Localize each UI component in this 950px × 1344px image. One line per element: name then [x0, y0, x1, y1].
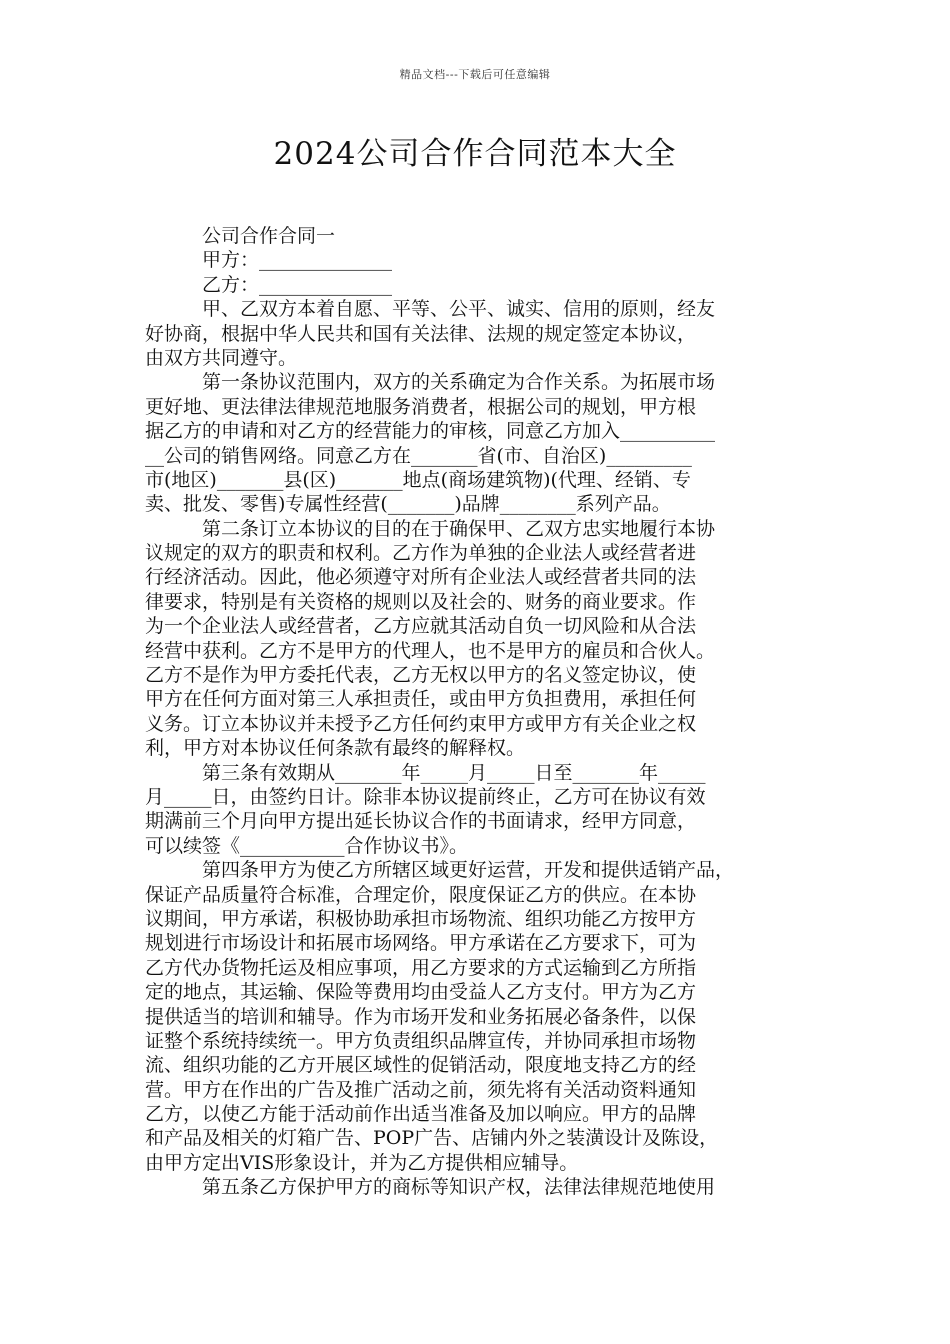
- text-line: 证整个系统持续统一。甲方负责组织品牌宣传，并协同承担市场物: [145, 1029, 697, 1052]
- party-b-line: 乙方：______________: [202, 273, 393, 296]
- text-line: 第三条有效期从_______年_____月_____日至_______年_____: [202, 761, 706, 784]
- text-line: 由甲方定出VIS形象设计，并为乙方提供相应辅导。: [145, 1151, 579, 1174]
- text-line: 为一个企业法人或经营者，乙方应就其活动自负一切风险和从合法: [145, 615, 697, 638]
- text-line: 流、组织功能的乙方开展区域性的促销活动，限度地支持乙方的经: [145, 1054, 697, 1077]
- text-line: 提供适当的培训和辅导。作为市场开发和业务拓展必备条件，以保: [145, 1005, 697, 1028]
- text-line: 据乙方的申请和对乙方的经营能力的审核，同意乙方加入__________: [145, 420, 716, 443]
- text-line: 议期间，甲方承诺，积极协助承担市场物流、组织功能乙方按甲方: [145, 907, 697, 930]
- text-line: 经营中获利。乙方不是甲方的代理人，也不是甲方的雇员和合伙人。: [145, 639, 716, 662]
- text-line: 义务。订立本协议并未授予乙方任何约束甲方或甲方有关企业之权: [145, 712, 697, 735]
- text-line: 由双方共同遵守。: [145, 346, 298, 369]
- text-line: 更好地、更法律法律规范地服务消费者，根据公司的规划，甲方根: [145, 395, 697, 418]
- text-line: 乙方，以使乙方能于活动前作出适当准备及加以响应。甲方的品牌: [145, 1103, 697, 1126]
- page-header-note: 精品文档---下载后可任意编辑: [399, 68, 551, 81]
- text-line: 营。甲方在作出的广告及推广活动之前，须先将有关活动资料通知: [145, 1078, 697, 1101]
- text-line: 期满前三个月向甲方提出延长协议合作的书面请求，经甲方同意，: [145, 810, 697, 833]
- text-line: 可以续签《___________合作协议书》。: [145, 834, 469, 857]
- text-line: 卖、批发、零售)专属性经营(_______)品牌________系列产品。: [145, 493, 671, 516]
- text-line: 第四条甲方为使乙方所辖区域更好运营，开发和提供适销产品，: [202, 859, 735, 882]
- text-line: __公司的销售网络。同意乙方在_______省(市、自治区)_________: [145, 444, 692, 467]
- text-line: 乙方代办货物托运及相应事项，用乙方要求的方式运输到乙方所指: [145, 956, 697, 979]
- text-line: 议规定的双方的职责和权利。乙方作为单独的企业法人或经营者进: [145, 542, 697, 565]
- section-heading: 公司合作合同一: [202, 225, 336, 247]
- text-line: 市(地区)_______县(区)_______地点(商场建筑物)(代理、经销、专: [145, 468, 691, 491]
- party-a-line: 甲方：______________: [202, 249, 393, 272]
- text-line: 第一条协议范围内，双方的关系确定为合作关系。为拓展市场: [202, 371, 716, 394]
- text-line: 乙方不是作为甲方委托代表，乙方无权以甲方的名义签定协议，使: [145, 664, 697, 687]
- text-line: 第二条订立本协议的目的在于确保甲、乙双方忠实地履行本协: [202, 517, 716, 540]
- text-line: 保证产品质量符合标准，合理定价，限度保证乙方的供应。在本协: [145, 883, 697, 906]
- text-line: 律要求，特别是有关资格的规则以及社会的、财务的商业要求。作: [145, 590, 697, 613]
- text-line: 行经济活动。因此，他必须遵守对所有企业法人或经营者共同的法: [145, 566, 697, 589]
- document-title: 2024公司合作合同范本大全: [273, 136, 677, 172]
- document-body: [145, 224, 825, 1200]
- text-line: 规划进行市场设计和拓展市场网络。甲方承诺在乙方要求下，可为: [145, 932, 697, 955]
- text-line: 和产品及相关的灯箱广告、POP广告、店铺内外之装潢设计及陈设，: [145, 1127, 719, 1150]
- text-line: 甲、乙双方本着自愿、平等、公平、诚实、信用的原则，经友: [202, 298, 716, 321]
- text-line: 定的地点，其运输、保险等费用均由受益人乙方支付。甲方为乙方: [145, 981, 697, 1004]
- text-line: 甲方在任何方面对第三人承担责任，或由甲方负担费用，承担任何: [145, 688, 697, 711]
- text-line: 月_____日，由签约日计。除非本协议提前终止，乙方可在协议有效: [145, 785, 706, 808]
- text-line: 利，甲方对本协议任何条款有最终的解释权。: [145, 737, 526, 760]
- text-line: 好协商，根据中华人民共和国有关法律、法规的规定签定本协议，: [145, 322, 697, 345]
- text-line: 第五条乙方保护甲方的商标等知识产权，法律法律规范地使用: [202, 1176, 716, 1199]
